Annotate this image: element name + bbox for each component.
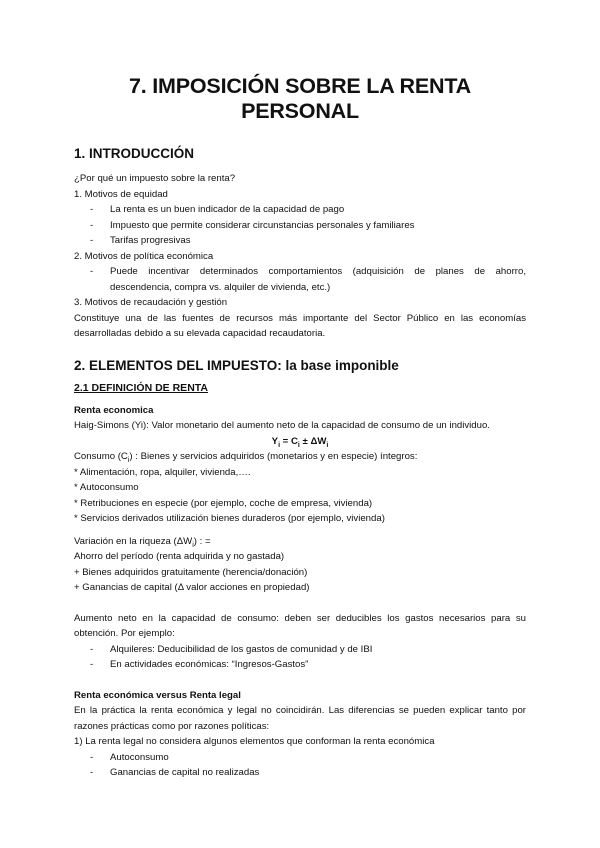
variacion-riqueza-definition: Variación en la riqueza $(\Delta W_i)$ : = — [74, 535, 211, 549]
variacion-item: Ahorro del período (renta adquirida y no gastada) — [74, 551, 285, 562]
variacion-item: + Ganancias de capital (Δ valor acciones en propiedad) — [74, 582, 310, 593]
motivo-3-heading: 3. Motivos de recaudación y gestión — [74, 297, 228, 308]
consumo-item: * Servicios derivados utilización bienes duraderos (por ejemplo, vivienda) — [74, 513, 385, 524]
list-item: - Autoconsumo — [74, 750, 526, 766]
motivo-2-list — [74, 264, 526, 295]
income-formula: $Y_i = C_i \pm \Delta W_i$ — [271, 435, 329, 449]
list-item: - Alquileres: Deducibilidad de los gastos de comunidad y de IBI — [74, 642, 526, 658]
motivo-1-list — [74, 202, 526, 249]
haig-simons-definition: Haig-Simons (Yi): Valor monetario del aumento neto de la capacidad de consumo de un individuo. — [74, 420, 490, 431]
section-2-heading: 2. ELEMENTOS DEL IMPUESTO: la base imponible — [74, 357, 399, 373]
aumento-list — [74, 642, 526, 673]
consumo-item: * Autoconsumo — [74, 482, 139, 493]
motivo-2-heading: 2. Motivos de política económica — [74, 250, 214, 262]
renta-vs-legal-paragraph: En la práctica la renta económica y legal no coincidirán. Las diferencias se pueden explicar tanto por razones prácticas como por razones políticas: — [74, 705, 526, 732]
intro-closing-paragraph: Constituye una de las fuentes de recursos más importante del Sector Público en las economías desarrolladas debido a su elevada capacidad recaudatoria. — [74, 312, 526, 339]
motivo-1-heading: 1. Motivos de equidad — [74, 188, 168, 200]
consumo-definition: Consumo $(C_i)$ : Bienes y servicios adquiridos (monetarios y en especie) íntegros: — [74, 451, 418, 464]
list-item: - La renta es un buen indicador de la capacidad de pago — [74, 202, 526, 218]
list-item: - Tarifas progresivas — [74, 233, 526, 249]
renta-economica-label: Renta economica — [74, 404, 154, 416]
list-item: - Puede incentivar determinados comportamientos (adquisición de planes de ahorro, descendencia, compra vs. alquiler de vivienda, etc.) — [74, 264, 526, 295]
list-item: - Impuesto que permite considerar circunstancias personales y familiares — [74, 218, 526, 234]
point-1-list — [74, 750, 526, 781]
point-1-text: 1) La renta legal no considera algunos elementos que conforman la renta económica — [74, 736, 435, 747]
consumo-item: * Retribuciones en especie (por ejemplo, coche de empresa, vivienda) — [74, 497, 373, 509]
consumo-item: * Alimentación, ropa, alquiler, vivienda,…. — [74, 466, 251, 478]
section-1-heading: 1. INTRODUCCIÓN — [74, 146, 195, 161]
subsection-2-1-heading: 2.1 DEFINICIÓN DE RENTA — [74, 381, 208, 394]
question-text: ¿Por qué un impuesto sobre la renta? — [74, 173, 236, 184]
list-item: - En actividades económicas: “Ingresos-Gastos” — [74, 657, 526, 673]
renta-vs-legal-label: Renta económica versus Renta legal — [74, 689, 241, 701]
variacion-item: + Bienes adquiridos gratuitamente (herencia/donación) — [74, 566, 308, 578]
list-item: - Ganancias de capital no realizadas — [74, 765, 526, 781]
page-title: 7. IMPOSICIÓN SOBRE LA RENTA PERSONAL — [128, 74, 471, 123]
aumento-neto-paragraph: Aumento neto en la capacidad de consumo: deben ser deducibles los gastos necesarios para su obtención. Por ejemplo: — [74, 612, 526, 639]
